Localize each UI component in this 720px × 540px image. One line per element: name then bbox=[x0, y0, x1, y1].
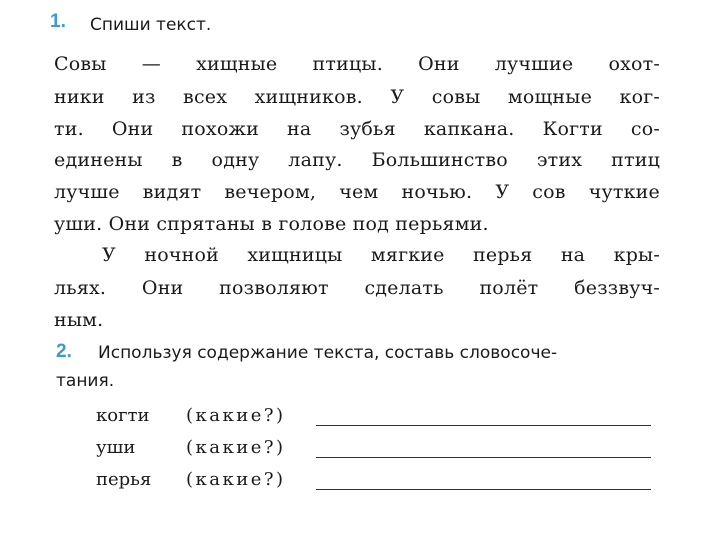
phrase-word: когти bbox=[96, 405, 150, 426]
phrase-word: перья bbox=[96, 469, 152, 490]
answer-blank-line[interactable] bbox=[316, 457, 651, 458]
task-2-title-line-2: тания. bbox=[56, 371, 115, 391]
answer-blank-line[interactable] bbox=[316, 489, 651, 490]
phrase-row-claws bbox=[96, 405, 656, 429]
text-line: ти. Они похожи на зубья капкана. Когти со- bbox=[54, 118, 660, 140]
phrase-question: (какие?) bbox=[186, 405, 286, 426]
text-line: У ночной хищницы мягкие перья на кры- bbox=[102, 244, 660, 266]
task-2-title-line-1: Используя содержание текста, составь словосоче- bbox=[98, 343, 558, 363]
text-line: единены в одну лапу. Большинство этих птиц bbox=[54, 149, 660, 171]
task-2-number: 2. bbox=[56, 341, 72, 362]
text-line: уши. Они спрятаны в голове под перьями. bbox=[54, 213, 489, 235]
text-line: льях. Они позволяют сделать полёт беззвуч- bbox=[54, 277, 660, 299]
text-line: ным. bbox=[54, 309, 104, 331]
task-1-title: Спиши текст. bbox=[90, 15, 212, 35]
phrase-question: (какие?) bbox=[186, 437, 286, 458]
phrase-question: (какие?) bbox=[186, 469, 286, 490]
task-1-number: 1. bbox=[50, 11, 66, 32]
text-line: лучше видят вечером, чем ночью. У сов чуткие bbox=[54, 181, 660, 203]
text-line: ники из всех хищников. У совы мощные ког- bbox=[54, 86, 660, 108]
answer-blank-line[interactable] bbox=[316, 425, 651, 426]
phrase-word: уши bbox=[96, 437, 136, 458]
phrase-row-ears bbox=[96, 437, 656, 461]
phrase-row-feathers bbox=[96, 469, 656, 493]
text-line: Совы — хищные птицы. Они лучшие охот- bbox=[54, 53, 660, 75]
